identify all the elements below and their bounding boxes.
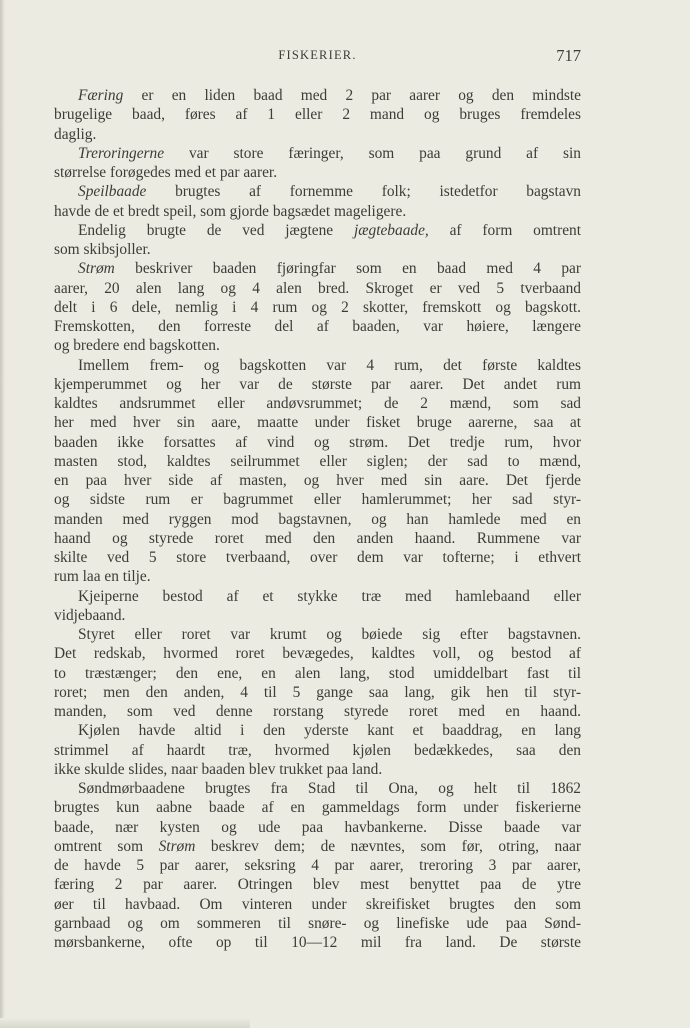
text-span: brugtes kun aabne baade af en gammeldags form under fiskerierne xyxy=(54,799,581,817)
text-line xyxy=(54,798,581,817)
text-line xyxy=(54,452,581,471)
text-span: Imellem frem- og bagskotten var 4 rum, det første kaldtes xyxy=(78,356,581,374)
page-header xyxy=(54,48,581,68)
text-span: strimmel af haardt træ, hvormed kjølen bedækkedes, saa den xyxy=(54,741,581,759)
text-span: daglig. xyxy=(54,125,97,143)
text-line xyxy=(54,202,581,221)
text-span: baade, nær kysten og ude paa havbankerne. Disse baade var xyxy=(54,818,581,836)
text-line xyxy=(54,702,581,721)
text-line xyxy=(54,433,581,452)
text-span: vidjebaand. xyxy=(54,606,126,624)
text-line xyxy=(54,529,581,548)
text-line xyxy=(54,510,581,529)
text-line xyxy=(54,490,581,509)
text-line xyxy=(54,163,581,182)
text-line xyxy=(54,259,581,278)
text-span: og bredere end bagskotten. xyxy=(54,337,220,355)
text-line xyxy=(54,548,581,567)
text-span: roret; men den anden, 4 til 5 gange saa lang, gik hen til styr- xyxy=(54,683,581,701)
text-line xyxy=(54,779,581,798)
text-line xyxy=(54,818,581,837)
text-span: og sidste rum er bagrummet eller hamlerummet; her sad styr- xyxy=(54,491,581,509)
text-span: brugelige baad, føres af 1 eller 2 mand og bruges fremdeles xyxy=(54,106,581,124)
text-line xyxy=(54,317,581,336)
text-span: Kjeiperne bestod af et stykke træ med hamlebaand eller xyxy=(78,587,581,605)
text-span: manden, som ved denne rorstang styrede roret med en haand. xyxy=(54,703,581,720)
text-line xyxy=(54,933,581,952)
text-span: rum laa en tilje. xyxy=(54,568,151,586)
text-span: de havde 5 par aarer, seksring 4 par aarer, treroring 3 par aarer, xyxy=(54,857,581,874)
text-span: er en liden baad med 2 par aarer og den mindste xyxy=(123,87,581,104)
text-line xyxy=(54,298,581,317)
text-span: masten stod, kaldtes seilrummet eller siglen; der sad to mænd, xyxy=(54,452,581,470)
text-span: Styret eller roret var krumt og bøiede sig efter bagstavnen. xyxy=(78,626,581,643)
text-line xyxy=(54,375,581,394)
text-line xyxy=(54,471,581,490)
text-line xyxy=(54,221,581,240)
text-span: øer til havbaad. Om vinteren under skreifisket brugtes den som xyxy=(54,895,581,913)
text-line xyxy=(54,914,581,933)
page-bottom-edge xyxy=(0,1018,250,1028)
text-span: beskriver baaden fjøringfar som en baad med 4 par xyxy=(114,260,581,278)
italic-term: jægtebaade, xyxy=(353,221,429,239)
text-span: aarer, 20 alen lang og 4 alen bred. Skroget er ved 5 tverbaand xyxy=(54,279,581,297)
text-line xyxy=(54,279,581,298)
text-line xyxy=(54,683,581,702)
text-line xyxy=(54,144,581,163)
page-number: 717 xyxy=(556,46,581,65)
text-span: var store færinger, som paa grund af sin xyxy=(164,144,581,162)
text-line xyxy=(54,606,581,625)
text-span: skilte ved 5 store tverbaand, over dem var tofterne; i ethvert xyxy=(54,549,581,566)
text-line xyxy=(54,875,581,894)
body-text xyxy=(54,86,581,952)
text-line xyxy=(54,895,581,914)
text-span: haand og styrede roret med den anden haand. Rummene var xyxy=(54,529,581,547)
text-line xyxy=(54,587,581,606)
text-span: manden med ryggen mod bagstavnen, og han hamlede med en xyxy=(54,510,581,528)
page-edge xyxy=(0,0,5,1028)
text-span: Det redskab, hvormed roret bevægedes, kaldtes voll, og bestod af xyxy=(54,645,581,663)
text-line xyxy=(54,760,581,779)
text-line xyxy=(54,741,581,760)
text-line xyxy=(54,837,581,856)
text-span: brugtes af fornemme folk; istedetfor bagstavn xyxy=(146,183,581,201)
text-line xyxy=(54,721,581,740)
text-span: som skibsjoller. xyxy=(54,241,151,258)
text-span: kaldtes andsrummet eller andøvsrummet; de 2 mænd, som sad xyxy=(54,395,581,412)
text-span: af form omtrent xyxy=(428,221,581,239)
text-span: havde de et bredt speil, som gjorde bagsædet mageligere. xyxy=(54,202,407,220)
text-span: Kjølen havde altid i den yderste kant et baaddrag, en lang xyxy=(78,722,581,740)
text-span: omtrent som xyxy=(54,837,159,855)
text-span: baaden ikke forsattes af vind og strøm. Det tredje rum, hvor xyxy=(54,433,581,451)
italic-term: Strøm xyxy=(78,260,115,278)
text-line xyxy=(54,856,581,875)
text-line xyxy=(54,182,581,201)
running-head: FISKERIER. xyxy=(278,48,357,62)
text-line xyxy=(54,664,581,683)
text-line xyxy=(54,86,581,105)
text-span: her med hver sin aare, maatte under fisket bruge aarerne, saa at xyxy=(54,414,581,432)
text-span: færing 2 par aarer. Otringen blev mest benyttet paa de ytre xyxy=(54,876,581,894)
text-span: ikke skulde slides, naar baaden blev trukket paa land. xyxy=(54,760,383,778)
text-line xyxy=(54,356,581,375)
text-span: mørsbankerne, ofte op til 10—12 mil fra land. De største xyxy=(54,934,581,951)
text-span: Fremskotten, den forreste del af baaden, var høiere, længere xyxy=(54,318,581,335)
text-line xyxy=(54,413,581,432)
text-span: garnbaad og om sommeren til snøre- og linefiske ude paa Sønd- xyxy=(54,914,581,932)
text-span: Søndmørbaadene brugtes fra Stad til Ona, og helt til 1862 xyxy=(78,780,581,797)
text-line xyxy=(54,567,581,586)
text-span: størrelse forøgedes med et par aarer. xyxy=(54,164,278,181)
text-line xyxy=(54,240,581,259)
text-line xyxy=(54,625,581,644)
text-line xyxy=(54,394,581,413)
italic-term: Færing xyxy=(78,87,124,104)
text-span: beskrev dem; de nævntes, som før, otring, naar xyxy=(195,837,581,855)
text-line xyxy=(54,336,581,355)
italic-term: Speilbaade xyxy=(78,183,147,201)
italic-term: Strøm xyxy=(158,837,196,855)
text-line xyxy=(54,125,581,144)
text-span: Endelig brugte de ved jægtene xyxy=(78,221,354,239)
text-span: delt i 6 dele, nemlig i 4 rum og 2 skotter, fremskott og bagskott. xyxy=(54,298,581,316)
text-span: to træstænger; den ene, en alen lang, stod umiddelbart fast til xyxy=(54,664,581,682)
text-span: en paa hver side af masten, og hver med sin aare. Det fjerde xyxy=(54,472,581,489)
text-line xyxy=(54,105,581,124)
text-span: kjemperummet og her var de største par aarer. Det andet rum xyxy=(54,375,581,393)
text-line xyxy=(54,644,581,663)
italic-term: Treroringerne xyxy=(78,144,165,162)
